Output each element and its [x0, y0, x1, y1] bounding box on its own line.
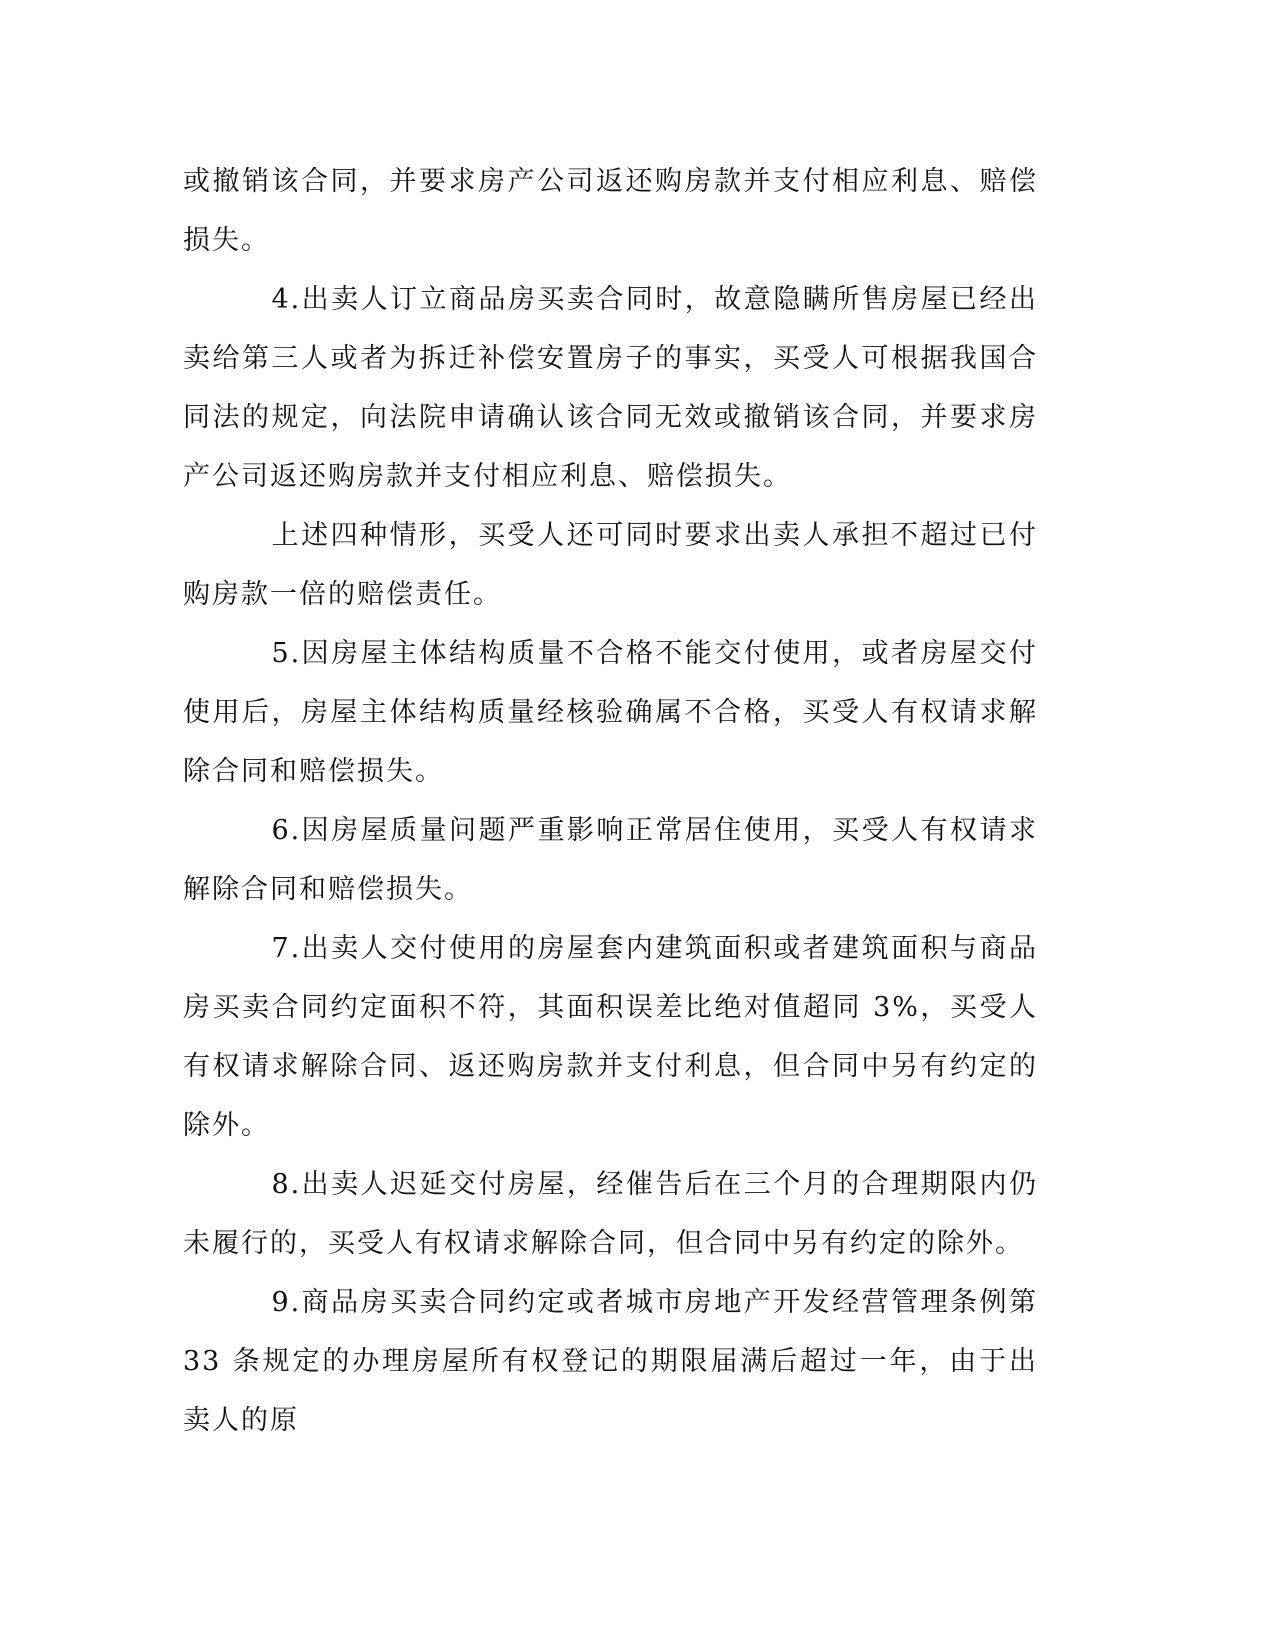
body-text: [183, 152, 1049, 1450]
paragraph-item-5: 5.因房屋主体结构质量不合格不能交付使用，或者房屋交付使用后，房屋主体结构质量经核验确属不合格，买受人有权请求解除合同和赔偿损失。: [183, 638, 1038, 787]
paragraph-item-4: 4.出卖人订立商品房买卖合同时，故意隐瞒所售房屋已经出卖给第三人或者为拆迁补偿安置房子的事实，买受人可根据我国合同法的规定，向法院申请确认该合同无效或撤销该合同，并要求房产公司返还购房款并支付相应利息、赔偿损失。: [183, 284, 1038, 492]
paragraph-item-7: 7.出卖人交付使用的房屋套内建筑面积或者建筑面积与商品房买卖合同约定面积不符，其面积误差比绝对值超同 3%，买受人有权请求解除合同、返还购房款并支付利息，但合同中另有约定的除外。: [183, 933, 1038, 1141]
paragraph-item-6: 6.因房屋质量问题严重影响正常居住使用，买受人有权请求解除合同和赔偿损失。: [183, 815, 1038, 905]
paragraph-item-8: 8.出卖人迟延交付房屋，经催告后在三个月的合理期限内仍未履行的，买受人有权请求解除合同，但合同中另有约定的除外。: [183, 1169, 1038, 1259]
paragraph-item-9: 9.商品房买卖合同约定或者城市房地产开发经营管理条例第 33 条规定的办理房屋所有权登记的期限届满后超过一年，由于出卖人的原: [183, 1287, 1049, 1436]
paragraph-continuation: 或撤销该合同，并要求房产公司返还购房款并支付相应利息、赔偿损失。: [183, 166, 1038, 256]
paragraph-summary: 上述四种情形，买受人还可同时要求出卖人承担不超过已付购房款一倍的赔偿责任。: [183, 520, 1038, 610]
